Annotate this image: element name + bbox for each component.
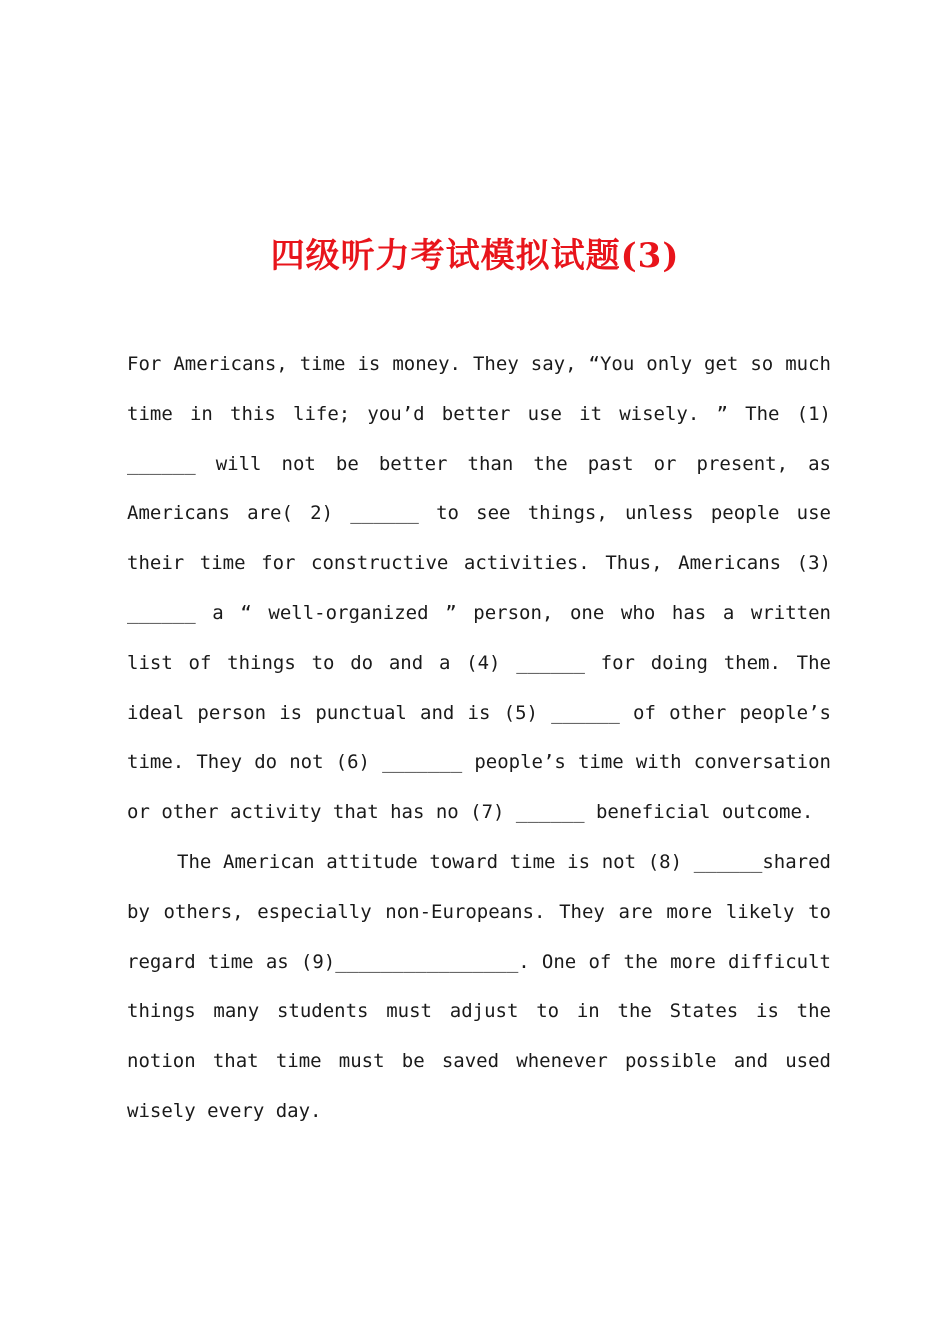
document-body [127, 340, 831, 1137]
paragraph-2: The American attitude toward time is not (8) ______shared by others, especially non-Europeans. They are more likely to regard time as (9)________________. One of the more difficult things many students must adjust to in the States is the notion that time must be saved whenever possible and used wisely every day. [127, 850, 831, 1122]
paragraph-1: For Americans, time is money. They say, “You only get so much time in this life; you’d better use it wisely. ” The (1) ______ will not be better than the past or present, as Americans are( 2) ______ to see things, unless people use their time for constructive activities. Thus, Americans (3) ______ a “ well-organized ” person, one who has a written list of things to do and a (4) ______ for doing them. The ideal person is punctual and is (5) ______ of other people’s time. They do not (6) _______ people’s time with conversation or other activity that has no (7) ______ beneficial outcome. [127, 353, 831, 824]
document-title: 四级听力考试模拟试题(3) [270, 235, 680, 276]
